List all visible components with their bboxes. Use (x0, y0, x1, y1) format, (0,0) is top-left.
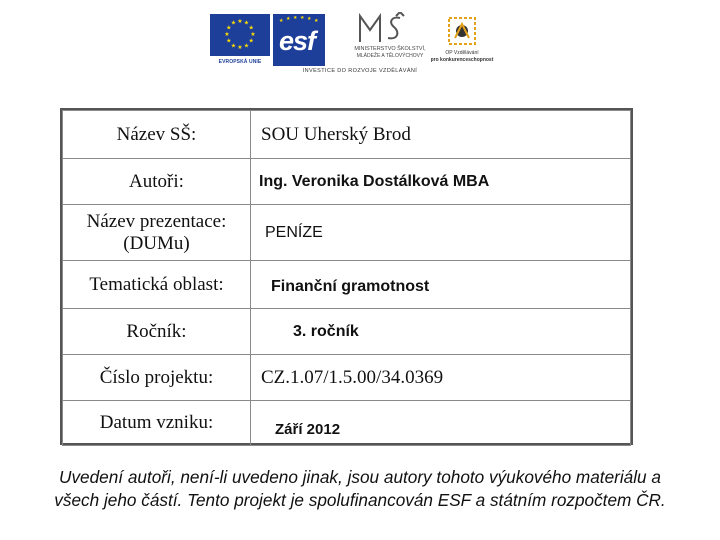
table-row (63, 401, 631, 446)
svg-text:★: ★ (250, 31, 256, 38)
value-text: Září 2012 (275, 420, 341, 438)
investice-caption: INVESTICE DO ROZVOJE VZDĚLÁVÁNÍ (302, 68, 418, 74)
svg-text:★: ★ (243, 42, 250, 50)
svg-text:★: ★ (248, 24, 254, 32)
svg-text:★: ★ (286, 16, 291, 22)
eu-flag-logo (210, 14, 270, 56)
table-row (63, 355, 631, 401)
value-text: Finanční gramotnost (271, 277, 430, 295)
table-row (63, 159, 631, 205)
label-nazev-prezentace (63, 205, 251, 261)
table-row (63, 309, 631, 355)
esf-logo (273, 14, 325, 66)
svg-text:★: ★ (307, 16, 312, 22)
table-row (63, 205, 631, 261)
op-caption-1: OP Vzdělávání (445, 50, 479, 56)
value-text: 3. ročník (293, 322, 359, 340)
label-text: Název prezentace: (DUMu) (86, 210, 227, 254)
eu-caption: EVROPSKÁ UNIE (218, 59, 262, 65)
value-datum-vzniku (251, 401, 631, 446)
svg-text:★: ★ (237, 18, 243, 25)
svg-text:★: ★ (300, 16, 305, 21)
msmt-caption-1: MINISTERSTVO ŠKOLSTVÍ, (354, 46, 426, 52)
svg-text:★: ★ (230, 19, 237, 27)
value-autori (251, 159, 631, 205)
svg-text:★: ★ (226, 37, 232, 45)
op-logo (425, 14, 495, 70)
label-datum-vzniku: Datum vzniku: (63, 401, 251, 446)
svg-text:★: ★ (279, 18, 284, 24)
svg-text:★: ★ (226, 24, 232, 32)
info-table (60, 108, 633, 445)
value-nazev-ss (251, 111, 631, 159)
footer-line-2: všech jeho částí. Tento projekt je spolufinancován ESF a státním rozpočtem ČR. (54, 490, 666, 510)
label-nazev-ss: Název SŠ: (63, 111, 251, 159)
footer-line-1: Uvedení autoři, není-li uvedeno jinak, jsou autory tohoto výukového materiálu a (59, 467, 661, 487)
table-row (63, 261, 631, 309)
label-cislo-projektu: Číslo projektu: (63, 355, 251, 401)
svg-text:★: ★ (237, 44, 243, 51)
value-cislo-projektu (251, 355, 631, 401)
value-text: SOU Uherský Brod (261, 123, 411, 145)
value-rocnik (251, 309, 631, 355)
op-caption-2: pro konkurenceschopnost (430, 57, 494, 63)
label-rocnik: Ročník: (63, 309, 251, 355)
svg-text:★: ★ (243, 19, 250, 27)
value-tematicka-oblast (251, 261, 631, 309)
label-autori: Autoři: (63, 159, 251, 205)
value-nazev-prezentace (251, 205, 631, 261)
label-tematicka-oblast: Tematická oblast: (63, 261, 251, 309)
value-text: PENÍZE (265, 223, 323, 241)
msmt-caption-2: MLÁDEŽE A TĚLOVÝCHOVY (356, 53, 424, 59)
svg-text:★: ★ (293, 16, 298, 21)
msmt-logo (345, 12, 435, 68)
table-row (63, 111, 631, 159)
svg-text:★: ★ (248, 37, 254, 45)
svg-text:★: ★ (230, 42, 237, 50)
value-text: Ing. Veronika Dostálková MBA (259, 172, 490, 190)
footer-note (14, 466, 706, 512)
svg-text:★: ★ (224, 31, 230, 38)
esf-text: esf (279, 26, 316, 56)
value-text: CZ.1.07/1.5.00/34.0369 (261, 366, 444, 388)
svg-text:★: ★ (314, 18, 319, 24)
